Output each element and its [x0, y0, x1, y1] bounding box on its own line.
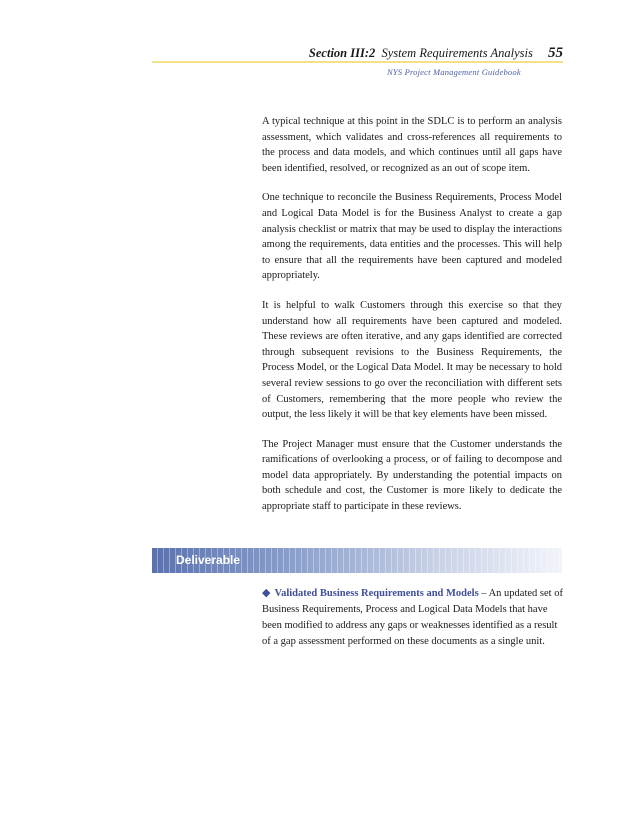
header-rule	[152, 61, 563, 63]
deliverable-description: An updated set of Business Requirements, Process and Logical Data Models that have been modified to address any gaps or weaknesses identified as a result of a gap assessment performed on these documents as a single unit.	[262, 588, 563, 647]
deliverable-item	[262, 585, 567, 650]
diamond-bullet-icon: ◆	[262, 587, 271, 599]
page-number: 55	[548, 45, 563, 61]
guidebook-title: NYS Project Management Guidebook	[387, 67, 521, 77]
section-title: System Requirements Analysis	[381, 46, 533, 60]
section-label: Section III:2	[308, 46, 376, 60]
deliverable-banner	[152, 548, 562, 573]
running-header	[309, 45, 563, 62]
paragraph-2: One technique to reconcile the Business Requirements, Process Model and Logical Data Model is for the Business Analyst to create a gap analysis checklist or matrix that may be used to display the interactions among the requirements, data entities and the processes. This will help to ensure that all the requirements have been captured and modeled appropriately.	[262, 192, 562, 282]
paragraph-3: It is helpful to walk Customers through this exercise so that they understand how all requirements have been captured and modeled. These reviews are often iterative, and any gaps identified are corrected through subsequent revisions to the Business Requirements, the Process Model, or the Logical Data Model. It may be necessary to hold several review sessions to go over the reconciliation with different sets of Customers, remembering that the more people who review the output, the less likely it will be that key elements have been missed.	[262, 299, 562, 421]
deliverable-separator: –	[478, 588, 489, 599]
paragraph-1: A typical technique at this point in the SDLC is to perform an analysis assessment, which validates and cross-references all requirements to the process and data models, and which continues until all gaps have been identified, resolved, or recognized as an out of scope item.	[262, 116, 562, 174]
paragraph-4: The Project Manager must ensure that the Customer understands the ramifications of overlooking a process, or of failing to decompose and model data appropriately. By understanding the potential impacts on both schedule and cost, the Customer is more likely to dedicate the appropriate staff to participate in these reviews.	[262, 438, 562, 513]
deliverable-heading: Deliverable	[176, 553, 241, 567]
deliverable-title: Validated Business Requirements and Models	[274, 588, 479, 599]
body-text	[262, 114, 562, 529]
